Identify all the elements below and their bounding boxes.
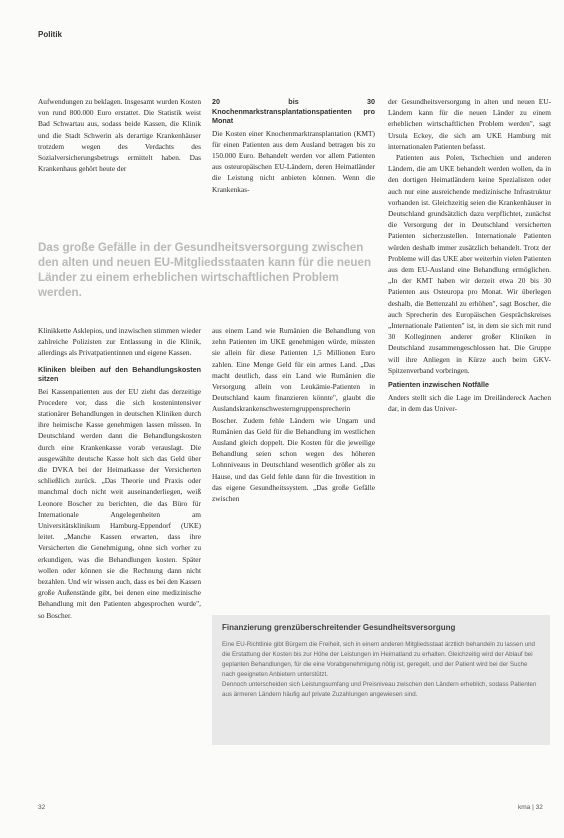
info-box-paragraph: Dennoch unterscheiden sich Leistungsumfang und Preisniveau zwischen den Ländern erheblich, sodass Patienten aus ärmeren Ländern häufig auf private Zuzahlungen angewiesen sind.	[222, 681, 537, 698]
subheading: Kliniken bleiben auf den Behandlungskosten sitzen	[38, 364, 201, 384]
column-1-bottom	[38, 325, 201, 621]
subheading: 20 bis 30 Knochenmarkstransplantationspatienten pro Monat	[212, 97, 375, 125]
page-number: 32	[38, 804, 46, 811]
info-box	[212, 615, 550, 745]
subheading: Patienten inzwischen Notfälle	[388, 380, 490, 390]
column-2-bottom	[212, 325, 375, 504]
paragraph: aus einem Land wie Rumänien die Behandlung von zehn Patienten im UKE genehmigen würde, müssten sie allein für diese Patienten 1,5 Millionen Euro zahlen. Eine Menge Geld für ein armes Land. „Das macht deutlich, dass ein Land wie Rumänien die Versorgung allein von Leukämie-Patienten in Deutschland kaum finanzieren könnte", glaubt die Auslandskrankenschwesterngruppensprecherin Boscher. Zudem fehle Ländern wie Ungarn und Rumänien das Geld für die Behandlung im westlichen Ausland gleich doppelt. Die Kosten für die jeweilige Behandlung seien schon wegen des höheren Lohnniveaus in Deutschland wesentlich größer als zu Hause, und das Geld fehle dann für die Investition in das eigene Gesundheitssystem. „Das große Gefälle zwischen	[212, 326, 375, 504]
paragraph: Anders stellt sich die Lage im Dreiländereck Aachen dar, in dem das Univer-	[388, 392, 551, 413]
magazine-footer: kma | 32	[518, 804, 543, 811]
section-label: Politik	[38, 30, 63, 39]
info-box-title: Finanzierung grenzüberschreitender Gesundheitsversorgung	[222, 623, 456, 632]
paragraph: Aufwendungen zu beklagen. Insgesamt wurden Kosten von rund 800.000 Euro erstattet. Die Statistik weist Bad Schwartau aus, sodass beide Kassen, die Klinik und die Stadt Schwerin als derartige Krankenhäuser trotzdem wegen des Verdachts des Sozialversicherungsbetrugs ermittelt haben. Das Krankenhaus gehört heute der	[38, 97, 201, 174]
info-box-paragraph: Eine EU-Richtlinie gibt Bürgern die Freiheit, sich in einem anderen Mitgliedsstaat ärztlich behandeln zu lassen und die Erstattung der Kosten bis zur Höhe der Leistungen im Heimatland zu erhalten. Gleichzeitig wird der Ablauf bei geplanten Behandlungen, für die eine Vorabgenehmigung nötig ist, geregelt, und der Patient wird bei der Suche nach geeigneten Anbietern unterstützt.	[222, 641, 535, 678]
paragraph: der Gesundheitsversorgung in alten und neuen EU-Ländern kann für die neuen Länder zu einem erheblichen wirtschaftlichen Problem werden", sagt Ursula Eckey, die sich am UKE Hamburg mit internationalen Patienten befasst.	[388, 97, 551, 151]
pull-quote: Das große Gefälle in der Gesundheitsversorgung zwischen den alten und neuen EU-Mitgliedsstaaten kann für die neuen Länder zu einem erheblichen wirtschaftlichen Problem werden.	[38, 241, 372, 299]
column-3	[388, 96, 551, 414]
column-2-top	[212, 96, 375, 195]
column-1-top	[38, 96, 201, 174]
paragraph: Patienten aus Polen, Tschechien und anderen Ländern, die am UKE behandelt werden wollen, da in den dortigen Heimatländern keine Spezialisten oder auch nur eine ausreichende medizinische Infrastruktur vorhanden ist. Gleichzeitig seien die Krankenhäuser in Deutschland grundsätzlich dazu verpflichtet, zunächst die Versorgung der in Deutschland versicherten Patienten sicherzustellen. Internationale Patienten würden deshalb immer zusätzlich behandelt. Trotz der Probleme will das UKE aber weiterhin vielen Patienten aus dem EU-Ausland eine Behandlung ermöglichen. „In der KMT haben wir derzeit etwa 20 bis 30 Patienten aus Osteuropa pro Monat. Wir überlegen deshalb, die Bettenzahl zu erhöhen", sagt Boscher, die auch Sprecherin des Europäischen Gesprächskreises „Internationale Patienten" ist, in dem sie sich mit rund 30 Kolleginnen anderer großer Kliniken in Deutschland zusammengeschlossen hat. Die Gruppe will ihre Anliegen in Kürze auch beim GKV-Spitzenverband vorbringen.	[388, 153, 551, 375]
paragraph: Bei Kassenpatienten aus der EU zieht das derzeitige Procedere vor, dass die sich kostenintensiver stationärer Behandlungen in deutschen Kliniken durch ihre heimische Kasse genehmigen lassen müssen. In Deutschland werden dann die Behandlungskosten durch eine Krankenkasse vorab verauslagt. Die ausgewählte deutsche Kasse holt sich das Geld über die DVKA bei der Heimatkasse der Versicherten schließlich zurück. „Das Theorie und Praxis oder manchmal doch nicht weit auseinanderliegen, weiß Leonore Boscher zu berichten, die das Büro für Internationale Angelegenheiten am Universitätsklinikum Hamburg-Eppendorf (UKE) leitet. „Manche Kassen erwarten, dass ihre Versicherten die Genehmigung, ohne sich vorher zu erkundigen, was die Behandlungen kosten. Später wollen oder können sie die Rechnung dann nicht bezahlen. Und wir wissen auch, dass es bei den Kassen große Außenstände gibt, bei denen eine medizinische Behandlung mit den Patienten abgesprochen wurde", so Boscher.	[38, 386, 201, 620]
paragraph: Die Kosten einer Knochenmarktransplantation (KMT) für einen Patienten aus dem Ausland betragen bis zu 150.000 Euro. Behandelt werden vor allem Patienten aus osteuropäischen EU-Ländern, deren Heimatländer die Leistung nicht anbieten können. Wenn die Krankenkas-	[212, 128, 375, 194]
paragraph: Klinikkette Asklepios, und inzwischen stimmen wieder zahlreiche Polizisten zur Entlassung in die Klinik, allerdings als Privatpatientinnen und eigene Kassen.	[38, 326, 201, 358]
